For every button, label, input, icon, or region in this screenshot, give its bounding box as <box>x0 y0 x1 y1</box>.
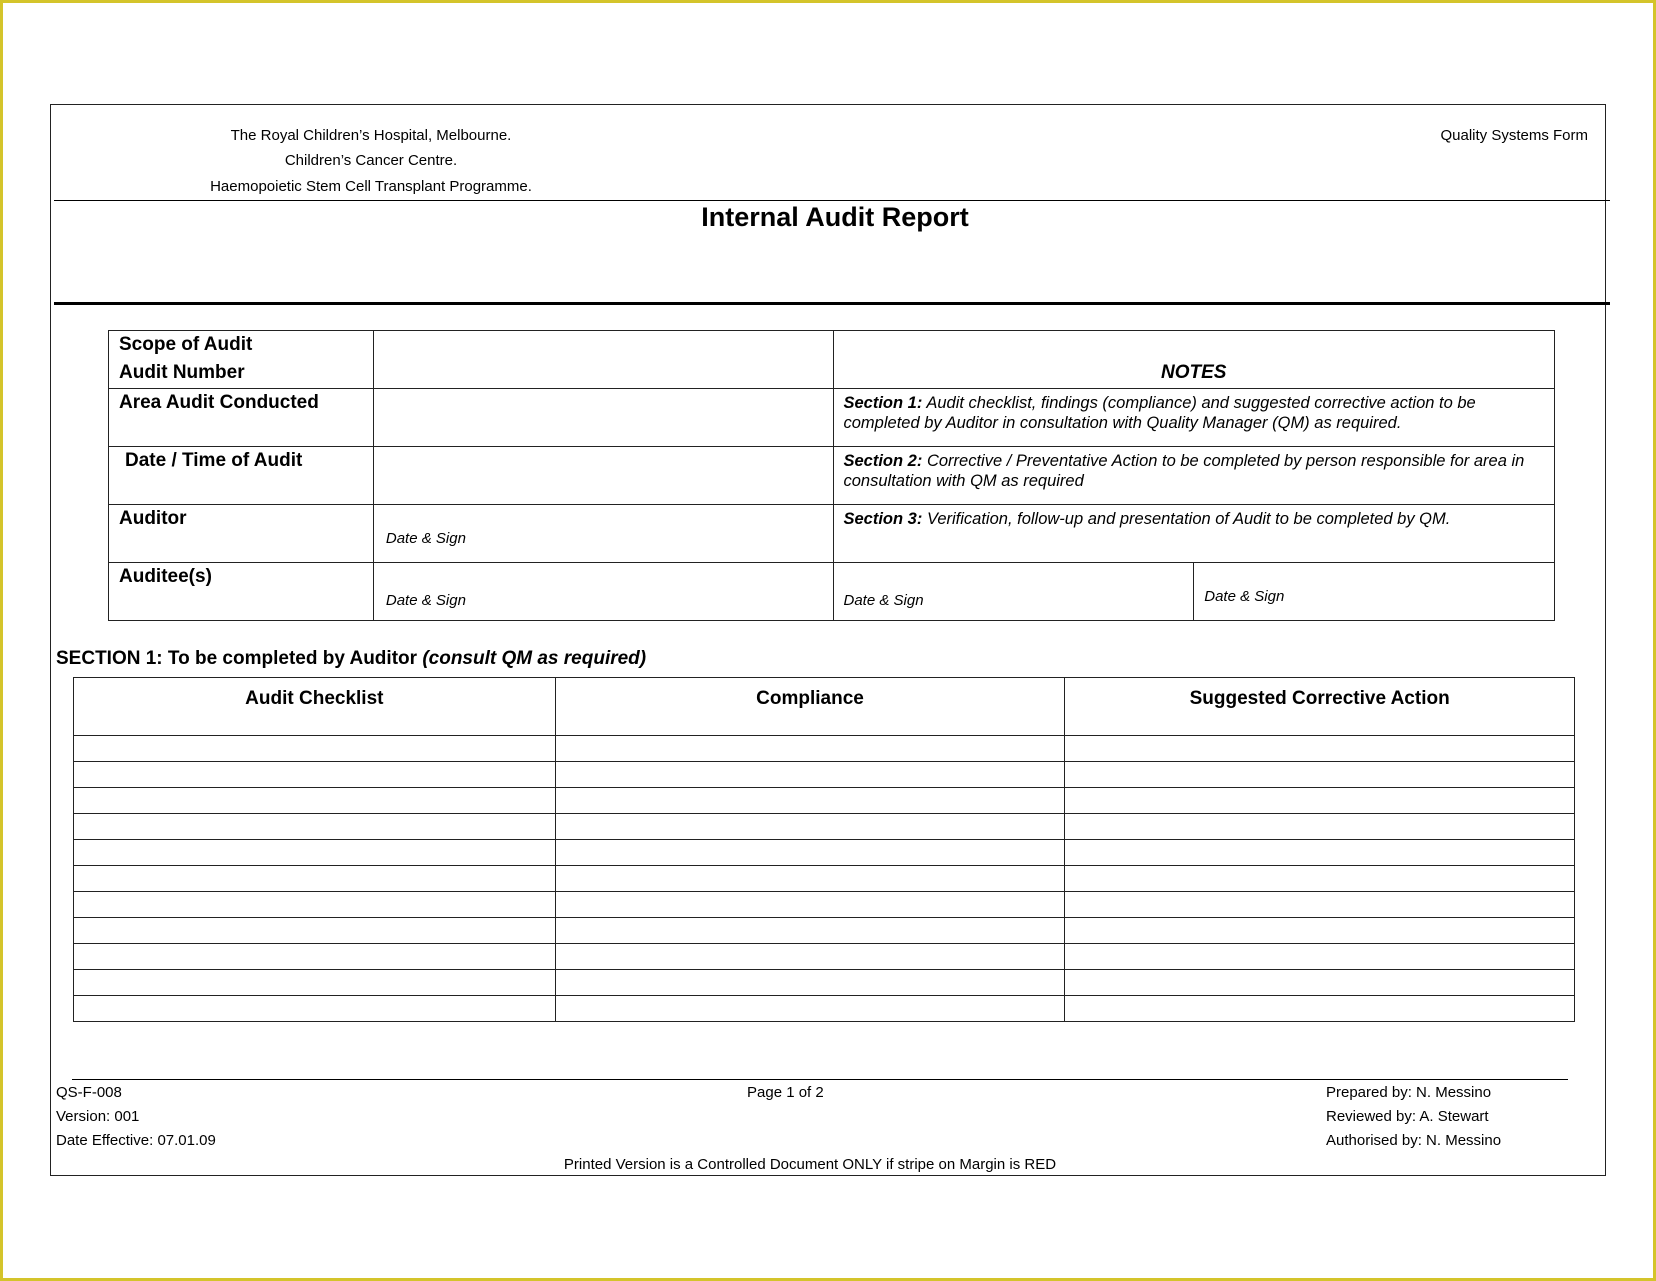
col-suggested-corrective-action: Suggested Corrective Action <box>1065 678 1575 736</box>
corrective-action-cell[interactable] <box>1065 736 1575 762</box>
compliance-cell[interactable] <box>555 892 1065 918</box>
prepared-by: Prepared by: N. Messino <box>1326 1084 1492 1101</box>
title-divider <box>54 302 1610 305</box>
compliance-cell[interactable] <box>555 970 1065 996</box>
footer-left <box>56 1081 216 1153</box>
reviewed-by: Reviewed by: A. Stewart <box>1326 1108 1489 1125</box>
compliance-cell[interactable] <box>555 944 1065 970</box>
org-name: The Royal Children’s Hospital, Melbourne. <box>230 127 512 144</box>
area-value[interactable] <box>373 389 833 447</box>
corrective-action-cell[interactable] <box>1065 944 1575 970</box>
auditor-sign-cell[interactable] <box>373 505 833 563</box>
auditee-date-sign-2: Date & Sign <box>843 592 924 609</box>
auditee-sign-cell-3[interactable] <box>1194 563 1555 621</box>
auditee-label: Auditee(s) <box>109 563 374 621</box>
checklist-cell[interactable] <box>74 840 556 866</box>
scope-value[interactable] <box>373 331 833 389</box>
doc-id: QS-F-008 <box>56 1084 122 1101</box>
page-title: Internal Audit Report <box>701 202 969 232</box>
checklist-cell[interactable] <box>74 944 556 970</box>
auditee-sign-cell-2[interactable] <box>833 563 1194 621</box>
corrective-action-cell[interactable] <box>1065 814 1575 840</box>
corrective-action-cell[interactable] <box>1065 840 1575 866</box>
corrective-action-cell[interactable] <box>1065 788 1575 814</box>
corrective-action-cell[interactable] <box>1065 866 1575 892</box>
checklist-cell[interactable] <box>74 788 556 814</box>
checklist-cell[interactable] <box>74 736 556 762</box>
compliance-cell[interactable] <box>555 840 1065 866</box>
note-section-1: Section 1: Audit checklist, findings (compliance) and suggested corrective action to be completed by Auditor in consultation with Quality Manager (QM) as required. <box>833 389 1555 447</box>
corrective-action-cell[interactable] <box>1065 918 1575 944</box>
section1-heading: SECTION 1: To be completed by Auditor (consult QM as required) <box>56 648 647 669</box>
note-section-3: Section 3: Verification, follow-up and presentation of Audit to be completed by QM. <box>833 505 1555 563</box>
notes-title: NOTES <box>833 331 1555 389</box>
page-number: Page 1 of 2 <box>747 1084 824 1101</box>
compliance-cell[interactable] <box>555 866 1065 892</box>
scope-label: Scope of Audit <box>119 334 253 355</box>
checklist-cell[interactable] <box>74 970 556 996</box>
date-time-label: Date / Time of Audit <box>109 447 374 505</box>
controlled-document-note: Printed Version is a Controlled Document ONLY if stripe on Margin is RED <box>563 1156 1057 1173</box>
compliance-cell[interactable] <box>555 918 1065 944</box>
corrective-action-cell[interactable] <box>1065 762 1575 788</box>
note-section-2: Section 2: Corrective / Preventative Action to be completed by person responsible for area in consultation with QM as required <box>833 447 1555 505</box>
auditor-label: Auditor <box>109 505 374 563</box>
corrective-action-cell[interactable] <box>1065 892 1575 918</box>
compliance-cell[interactable] <box>555 762 1065 788</box>
auditee-date-sign-3: Date & Sign <box>1204 588 1285 605</box>
audit-info-table <box>108 330 1555 621</box>
compliance-cell[interactable] <box>555 996 1065 1022</box>
corrective-action-cell[interactable] <box>1065 970 1575 996</box>
audit-checklist-table <box>73 677 1575 1022</box>
checklist-cell[interactable] <box>74 918 556 944</box>
compliance-cell[interactable] <box>555 788 1065 814</box>
section1-heading-note: (consult QM as required) <box>422 648 647 669</box>
date-time-value[interactable] <box>373 447 833 505</box>
table-row <box>74 736 1575 762</box>
table-row <box>74 762 1575 788</box>
area-label: Area Audit Conducted <box>109 389 374 447</box>
footer-right <box>1326 1081 1501 1153</box>
doc-version: Version: 001 <box>56 1108 140 1125</box>
checklist-cell[interactable] <box>74 762 556 788</box>
table-row <box>74 840 1575 866</box>
checklist-cell[interactable] <box>74 996 556 1022</box>
table-row <box>74 918 1575 944</box>
table-row <box>74 970 1575 996</box>
form-type: Quality Systems Form <box>1440 127 1588 144</box>
table-row <box>74 814 1575 840</box>
org-centre: Children’s Cancer Centre. <box>284 152 458 169</box>
scope-label-cell <box>109 331 374 389</box>
table-row <box>74 996 1575 1022</box>
auditor-date-sign: Date & Sign <box>385 530 466 547</box>
table-row <box>74 892 1575 918</box>
authorised-by: Authorised by: N. Messino <box>1326 1132 1502 1149</box>
table-row <box>74 788 1575 814</box>
checklist-cell[interactable] <box>74 892 556 918</box>
col-compliance: Compliance <box>555 678 1065 736</box>
auditee-sign-cell-1[interactable] <box>373 563 833 621</box>
compliance-cell[interactable] <box>555 736 1065 762</box>
col-audit-checklist: Audit Checklist <box>74 678 556 736</box>
checklist-cell[interactable] <box>74 866 556 892</box>
table-row <box>74 944 1575 970</box>
checklist-cell[interactable] <box>74 814 556 840</box>
date-effective: Date Effective: 07.01.09 <box>56 1132 216 1149</box>
compliance-cell[interactable] <box>555 814 1065 840</box>
table-row <box>74 866 1575 892</box>
auditee-date-sign-1: Date & Sign <box>385 592 466 609</box>
corrective-action-cell[interactable] <box>1065 996 1575 1022</box>
audit-number-label: Audit Number <box>119 362 245 383</box>
org-programme: Haemopoietic Stem Cell Transplant Programme. <box>210 178 532 195</box>
